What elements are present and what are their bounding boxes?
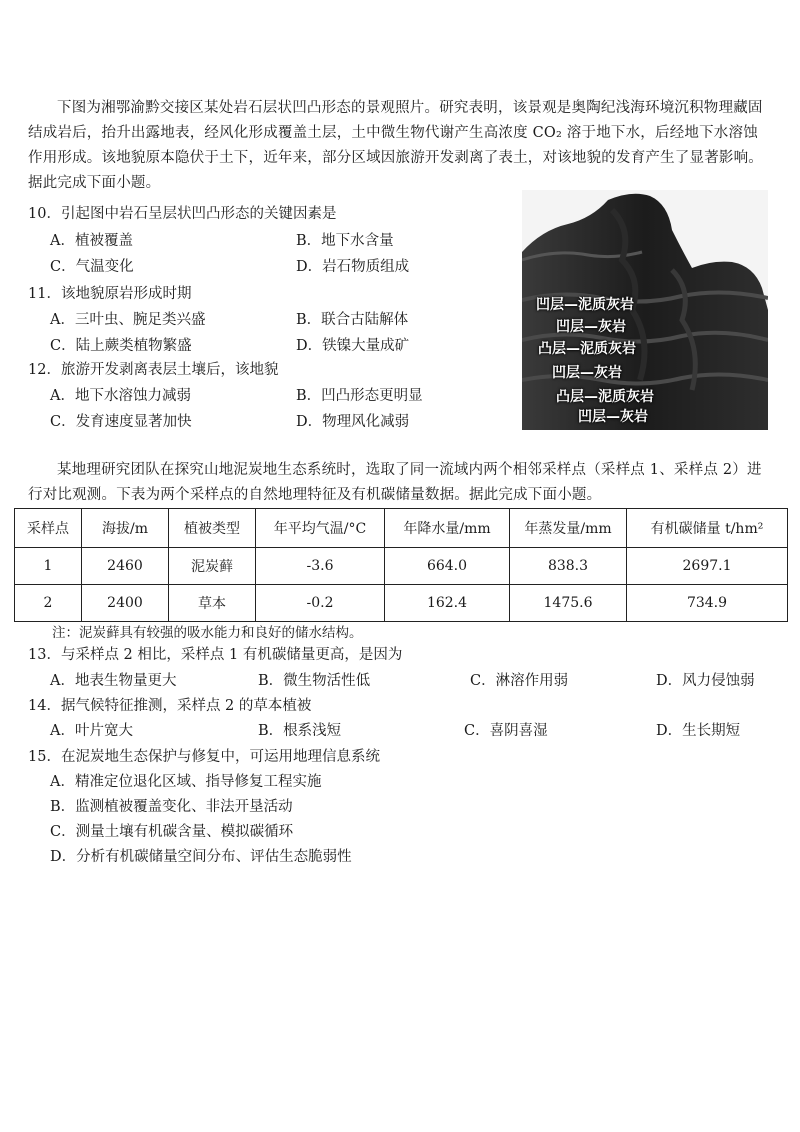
question-13-stem: 13．与采样点 2 相比，采样点 1 有机碳储量更高，是因为 (28, 647, 403, 663)
question-11-option-d: D．铁镍大量成矿 (296, 338, 410, 354)
table-cell: 734.9 (627, 585, 788, 622)
question-14-option-b: B．根系浅短 (258, 723, 342, 739)
rock-label-1: 凹层—泥质灰岩 (536, 297, 634, 313)
table-cell: 1 (15, 548, 82, 585)
table-header-cell: 海拔/m (82, 509, 169, 548)
table-header-cell: 植被类型 (169, 509, 256, 548)
table-row (15, 585, 788, 622)
question-12-option-b: B．凹凸形态更明显 (296, 388, 423, 404)
table-cell: 草本 (169, 585, 256, 622)
question-10-option-d: D．岩石物质组成 (296, 259, 410, 275)
table-cell: 1475.6 (510, 585, 627, 622)
question-14-stem: 14．据气候特征推测，采样点 2 的草本植被 (28, 698, 312, 714)
rock-label-4: 凹层—灰岩 (552, 365, 622, 381)
question-10-stem: 10．引起图中岩石呈层状凹凸形态的关键因素是 (28, 206, 337, 222)
question-12-option-a: A．地下水溶蚀力减弱 (50, 388, 191, 404)
rock-label-3: 凸层—泥质灰岩 (538, 341, 636, 357)
question-13-option-d: D．风力侵蚀弱 (656, 673, 755, 689)
table-cell: -0.2 (256, 585, 385, 622)
table-cell: 162.4 (385, 585, 510, 622)
rock-label-5: 凸层—泥质灰岩 (556, 389, 654, 405)
table-header-cell: 采样点 (15, 509, 82, 548)
question-11-stem: 11．该地貌原岩形成时期 (28, 286, 192, 302)
table-cell: 泥炭藓 (169, 548, 256, 585)
rock-layer-photo (522, 190, 768, 430)
table-note: 注：泥炭藓具有较强的吸水能力和良好的储水结构。 (52, 625, 363, 641)
rock-label-6: 凹层—灰岩 (578, 409, 648, 425)
question-15-option-d: D．分析有机碳储量空间分布、评估生态脆弱性 (50, 849, 352, 865)
question-14-option-a: A．叶片宽大 (50, 723, 133, 739)
question-10-option-a: A．植被覆盖 (50, 233, 133, 249)
table-cell: 2400 (82, 585, 169, 622)
question-15-option-c: C．测量土壤有机碳含量、模拟碳循环 (50, 824, 294, 840)
question-12-option-c: C．发育速度显著加快 (50, 414, 192, 430)
question-10-option-b: B．地下水含量 (296, 233, 394, 249)
table-cell: -3.6 (256, 548, 385, 585)
question-15-option-b: B．监测植被覆盖变化、非法开垦活动 (50, 799, 293, 815)
question-14-option-c: C．喜阴喜湿 (464, 723, 548, 739)
question-15-option-a: A．精准定位退化区域、指导修复工程实施 (50, 774, 322, 790)
question-10-option-c: C．气温变化 (50, 259, 134, 275)
question-13-option-c: C．淋溶作用弱 (470, 673, 569, 689)
table-header-cell: 有机碳储量 t/hm² (627, 509, 788, 548)
table-header-cell: 年平均气温/°C (256, 509, 385, 548)
table-cell: 664.0 (385, 548, 510, 585)
intro-passage-2: 某地理研究团队在探究山地泥炭地生态系统时，选取了同一流域内两个相邻采样点（采样点 1、采样点 2）进行对比观测。下表为两个采样点的自然地理特征及有机碳储量数据。据此完成下面小题。 (28, 462, 762, 503)
question-12-option-d: D．物理风化减弱 (296, 414, 410, 430)
sampling-point-table (14, 508, 788, 622)
table-header-row (15, 509, 788, 548)
table-header-cell: 年蒸发量/mm (510, 509, 627, 548)
question-12-stem: 12．旅游开发剥离表层土壤后，该地貌 (28, 362, 279, 378)
table-row (15, 548, 788, 585)
table-cell: 2 (15, 585, 82, 622)
question-15-stem: 15．在泥炭地生态保护与修复中，可运用地理信息系统 (28, 749, 380, 765)
question-11-option-a: A．三叶虫、腕足类兴盛 (50, 312, 206, 328)
table-cell: 838.3 (510, 548, 627, 585)
question-13-option-a: A．地表生物量更大 (50, 673, 177, 689)
table-header-cell: 年降水量/mm (385, 509, 510, 548)
rock-label-2: 凹层—灰岩 (556, 319, 626, 335)
question-13-option-b: B．微生物活性低 (258, 673, 371, 689)
question-11-option-b: B．联合古陆解体 (296, 312, 409, 328)
question-14-option-d: D．生长期短 (656, 723, 741, 739)
question-11-option-c: C．陆上蕨类植物繁盛 (50, 338, 192, 354)
table-cell: 2697.1 (627, 548, 788, 585)
intro-passage-1: 下图为湘鄂渝黔交接区某处岩石层状凹凸形态的景观照片。研究表明，该景观是奥陶纪浅海环境沉积物理藏固结成岩后，抬升出露地表，经风化形成覆盖土层，土中微生物代谢产生高浓度 CO₂ 溶于地下水，后经地下水溶蚀作用形成。该地貌原本隐伏于土下，近年来，部分区域因旅游开发剥离了表土，对该地貌的发育产生了显著影响。据此完成下面小题。 (28, 100, 763, 191)
table-cell: 2460 (82, 548, 169, 585)
